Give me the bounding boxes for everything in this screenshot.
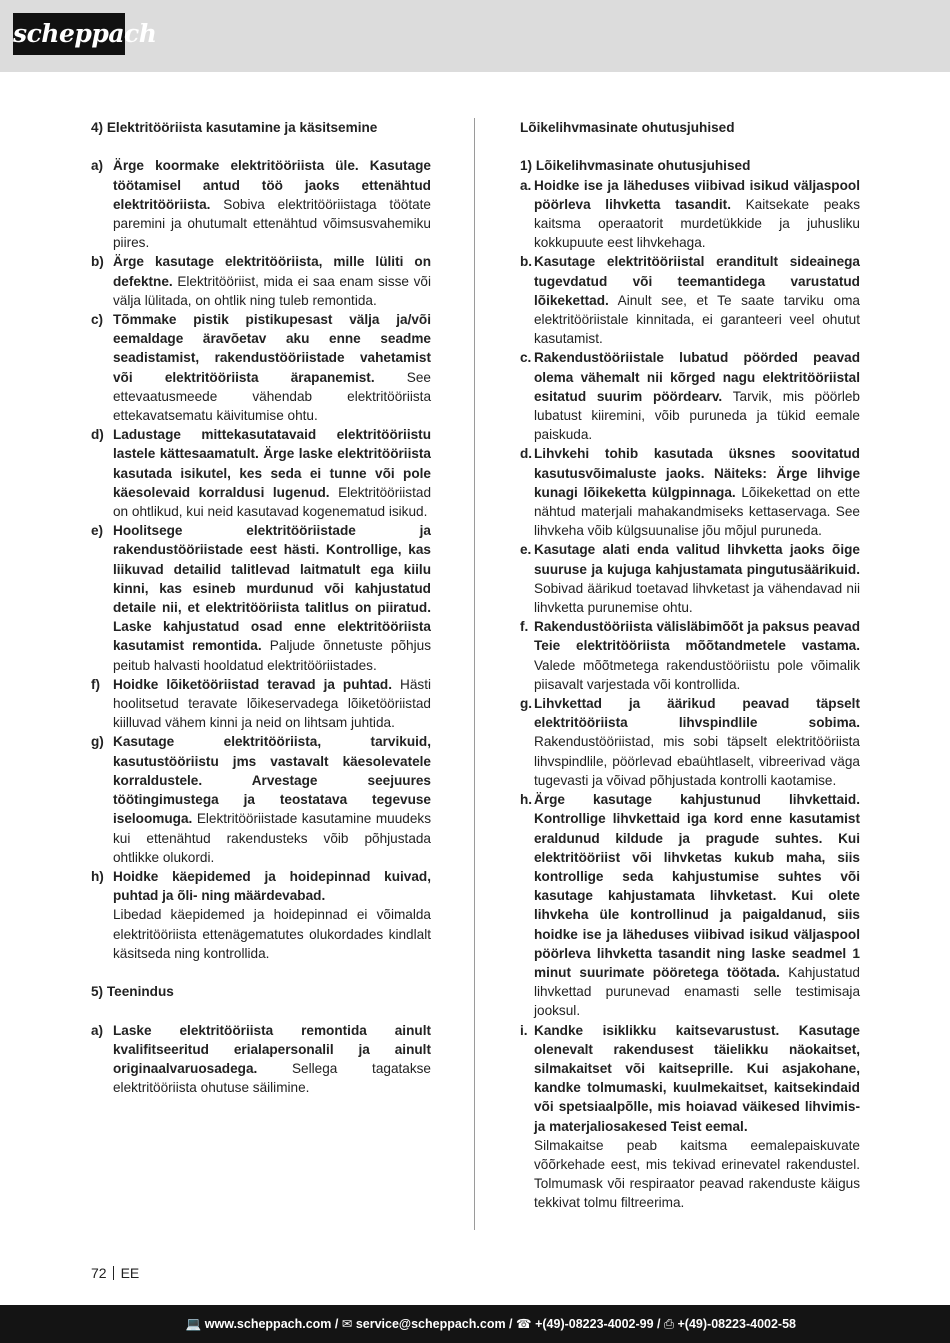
- item-body: [534, 252, 860, 348]
- item-body: [534, 444, 860, 540]
- list-item: [520, 540, 860, 617]
- list-item: [520, 444, 860, 540]
- instruction-list: [91, 156, 431, 963]
- item-marker: c): [91, 312, 104, 328]
- page-number-value: 72: [91, 1265, 107, 1281]
- contact-line: [186, 1316, 796, 1332]
- item-bold-text: Ladustage mittekasutatavaid elektritööriistu lastele kättesaamatult. Ärge laske elektritööriista kasutada isikutel, kes seda ei tunne või pole käesolevaid korraldusi lugenud.: [113, 427, 431, 500]
- item-bold-text: Kasutage elektritööriista, tarvikuid, kasutustööriistu jms vastavalt käesolevatele korraldustele. Arvestage seejuures töötingimustega ja teostatava tegevuse iseloomuga.: [113, 734, 431, 827]
- item-text: See ettevaatusmeede vähendab elektritööriista ettekavatsematu käivitumise ohtu.: [113, 369, 431, 424]
- list-item: [91, 310, 431, 425]
- item-marker: i.: [520, 1022, 528, 1038]
- item-body: [534, 540, 860, 617]
- list-item: [520, 252, 860, 348]
- language-code: EE: [120, 1265, 140, 1281]
- list-item: [91, 675, 431, 733]
- item-extra-text: Silmakaitse peab kaitsma eemalepaiskuvate võõrkehade eest, mis tekivad erinevatel rakendustel. Tolmumask või respiraator peavad rakenduste käigus tekkivat tolmu filtreerima.: [534, 1137, 860, 1211]
- item-marker: e): [91, 523, 104, 539]
- email-link[interactable]: service@scheppach.com /: [355, 1317, 513, 1331]
- item-bold-text: Hoidke ise ja läheduses viibivad isikud väljaspool pöörleva lihvketta tasandit.: [534, 177, 860, 212]
- page-header: [0, 0, 950, 72]
- item-body: [534, 694, 860, 790]
- list-item: [520, 790, 860, 1020]
- page-number: [91, 1265, 139, 1281]
- section-heading: Lõikelihvmasinate ohutusjuhised: [520, 120, 735, 135]
- mail-icon: ✉: [341, 1317, 353, 1331]
- item-bold-text: Lihvkettad ja äärikud peavad täpselt elektritööriista lihvspindlile sobima.: [534, 696, 860, 731]
- item-text: Sobivad äärikud toetavad lihvketast ja vähendavad nii lihvketta purunemise ohtu.: [534, 580, 860, 616]
- item-text: Lõikekettad on ette nähtud materjali mahakandmiseks kettaservaga. See lihvkeha võib külgsuunalise jõu mõjul puruneda.: [534, 484, 861, 539]
- item-bold-text: Hoidke käepidemed ja hoidepinnad kuivad, puhtad ja õli- ning määrdevabad.: [113, 868, 431, 904]
- left-column: [91, 118, 431, 1097]
- item-body: [534, 617, 860, 694]
- item-text: Ainult see, et Te saate tarviku oma elektritööriistale kinnitada, ei garanteeri veel ohutut kasutamist.: [534, 292, 860, 347]
- column-divider: [474, 118, 475, 1230]
- item-marker: h.: [520, 792, 533, 808]
- fax-icon: ⎙: [664, 1317, 675, 1331]
- brand-logo: scheppach: [13, 13, 125, 55]
- item-text: Elektritööriistade kasutamine muudeks kui ettenähtud rakendusteks võib põhjustada ohtlikke olukordi.: [113, 811, 431, 865]
- item-body: [113, 425, 431, 521]
- item-bold-text: Ärge kasutage elektritööriista, mille lüliti on defektne.: [113, 254, 431, 289]
- item-bold-text: Rakendustööriista välisläbimõõt ja paksus peavad Teie elektritööriista mõõtandmetele vastama.: [534, 619, 860, 654]
- item-marker: e.: [520, 542, 532, 558]
- item-bold-text: Ärge koormake elektritööriista üle. Kasutage töötamisel antud töö jaoks ettenähtud elektritööriista.: [113, 158, 431, 212]
- item-text: Kahjustatud lihvkettad purunevad enamasti selle testimisaja jooksul.: [534, 964, 860, 1019]
- item-text: Tarvik, mis pöörleb lubatust kiiremini, võib puruneda ja tükid eemale paiskuda.: [534, 388, 860, 443]
- section-subheading: 1) Lõikelihvmasinate ohutusjuhised: [520, 158, 751, 174]
- item-marker: a): [91, 158, 104, 174]
- page-number-separator: [113, 1266, 114, 1280]
- list-item: [520, 176, 860, 253]
- item-marker: h): [91, 868, 104, 884]
- phone-icon: ☎: [516, 1317, 532, 1331]
- item-marker: a): [91, 1022, 104, 1038]
- item-body: [113, 732, 431, 866]
- item-bold-text: Kasutage alati enda valitud lihvketta jaoks õige suuruse ja kujuga kahjustamata pingutusäärikuid.: [534, 542, 860, 577]
- item-text: Sobiva elektritööriistaga töötate paremini ja ohutumalt ettenähtud võimsusvahemiku piires.: [113, 196, 431, 251]
- item-text: Sellega tagatakse elektritööriista ohutuse säilimine.: [113, 1060, 431, 1096]
- item-bold-text: Rakendustööriistale lubatud pöörded peavad olema vähemalt nii kõrged nagu elektritööriistal esitatud suurim pöördearv.: [534, 350, 860, 404]
- item-text: Valede mõõtmetega rakendustööriistu pole võimalik piisavalt varjestada või kontrollida.: [534, 657, 860, 692]
- fax-number: +(49)-08223-4002-58: [677, 1317, 796, 1331]
- item-marker: f): [91, 676, 101, 692]
- list-item: [520, 694, 860, 790]
- item-body: [113, 1021, 431, 1098]
- item-body: [113, 867, 431, 963]
- list-item: [520, 1021, 860, 1213]
- item-body: [113, 156, 431, 252]
- item-marker: g.: [520, 696, 533, 712]
- item-body: [113, 521, 431, 675]
- item-marker: g): [91, 734, 104, 750]
- section-heading: 4) Elektritööriista kasutamine ja käsitsemine: [91, 120, 378, 135]
- item-body: [534, 176, 860, 253]
- item-body: [534, 1021, 860, 1213]
- computer-icon: 💻: [185, 1317, 202, 1331]
- item-bold-text: Hoidke lõiketööriistad teravad ja puhtad.: [113, 676, 393, 692]
- item-extra-text: Libedad käepidemed ja hoidepinnad ei võimalda elektritööriista ettenägematutes olukordades kindlalt käsitseda ning kontrollida.: [113, 907, 431, 961]
- item-marker: a.: [520, 177, 532, 193]
- item-marker: b.: [520, 254, 533, 270]
- item-marker: c.: [520, 350, 532, 366]
- instruction-list: [520, 176, 860, 1213]
- instruction-list: [91, 1021, 431, 1098]
- list-item: [91, 156, 431, 252]
- item-bold-text: Kandke isiklikku kaitsevarustust. Kasutage olenevalt rakendusest täielikku näokaitset, silmakaitset või kaitseprille. Kui asjakohane, kandke tolmumaski, kuulmekaitset, kaitsekindaid või spetsiaalpõlle, mis hoiavad väikesed lihvimis- ja materjaliosakesed Teist eemal.: [534, 1022, 860, 1134]
- item-body: [113, 252, 431, 310]
- item-marker: d): [91, 427, 104, 443]
- item-text: Paljude õnnetuste põhjus peitub halvasti hooldatud elektritööriistades.: [113, 638, 431, 673]
- item-body: [113, 310, 431, 425]
- item-bold-text: Ärge kasutage kahjustunud lihvkettaid. Kontrollige lihvkettaid iga kord enne kasutamist eraldunud kildude ja pragude suhtes. Kui elektritööriist või lihvketas kukub maha, siis kontrollige seda kahjustumise suhtes või kasutage kahjustamata lihvketast. Kui olete lihvkeha üle kontrollinud ja paigaldanud, siis hoidke ise ja läheduses viibivad isikud väljaspool pöörleva lihvketta tasandit ning laske seadmel 1 minut suurimate pööretega töötada.: [534, 792, 860, 980]
- page-footer: [0, 1305, 950, 1343]
- list-item: [91, 732, 431, 866]
- item-marker: b): [91, 254, 104, 270]
- list-item: [520, 617, 860, 694]
- list-item: [91, 867, 431, 963]
- website-link[interactable]: www.scheppach.com /: [204, 1317, 339, 1331]
- item-bold-text: Lihvkehi tohib kasutada üksnes soovitatud kasutusvõimaluste jaoks. Näiteks: Ärge lihvige kunagi lõikeketta külgpinnaga.: [534, 446, 860, 500]
- list-item: [91, 252, 431, 310]
- item-text: Elektritööriist, mida ei saa enam sisse või välja lülitada, on ohtlik ning tuleb remontida.: [113, 273, 431, 308]
- item-bold-text: Laske elektritööriista remontida ainult kvalifitseeritud erialapersonalil ja ainult originaalvaruosadega.: [113, 1022, 431, 1076]
- phone-number: +(49)-08223-4002-99 /: [535, 1317, 661, 1331]
- right-column: [520, 118, 860, 1213]
- item-bold-text: Hoolitsege elektritööriistade ja rakendustööriistade eest hästi. Kontrollige, kas liikuvad detailid talitlevad laitmatult ega kiilu kinni, kas esineb murdunud või kahjustatud detaile nii, et elektritööriista talitlus on piiratud. Laske kahjustatud osad enne elektritööriista kasutamist remontida.: [113, 523, 431, 654]
- item-marker: d.: [520, 446, 533, 462]
- item-body: [113, 675, 431, 733]
- item-marker: f.: [520, 619, 529, 635]
- item-text: Rakendustööriistad, mis sobi täpselt elektritööriista lihvspindlile, pöörlevad ebaühtlaselt, vibreerivad väga tugevasti ja võivad põhjustada kontrolli kaotamise.: [534, 734, 860, 788]
- section-heading: 5) Teenindus: [91, 984, 174, 1000]
- list-item: [91, 521, 431, 675]
- item-text: Kaitsekate peaks kaitsma operaatorit murdetükkide ja juhusliku kokkupuute eest lihvkehaga.: [534, 196, 860, 251]
- item-body: [534, 790, 860, 1020]
- item-bold-text: Tõmmake pistik pistikupesast välja ja/või eemaldage äravõetav aku enne seadme seadistamist, rakendustööriistade vahetamist või elektritööriista ärapanemist.: [113, 312, 431, 385]
- list-item: [91, 1021, 431, 1098]
- item-text: Hästi hoolitsetud teravate lõikeservadega lõiketööriistad kiilluvad vähem kinni ja neid on lihtsam juhtida.: [113, 676, 431, 731]
- list-item: [520, 348, 860, 444]
- list-item: [91, 425, 431, 521]
- item-bold-text: Kasutage elektritööriistal eranditult sideainega tugevdatud või teemantidega varustatud lõikekettad.: [534, 254, 860, 308]
- item-body: [534, 348, 860, 444]
- item-text: Elektritööriistad on ohtlikud, kui neid kasutavad kogenematud isikud.: [113, 484, 431, 520]
